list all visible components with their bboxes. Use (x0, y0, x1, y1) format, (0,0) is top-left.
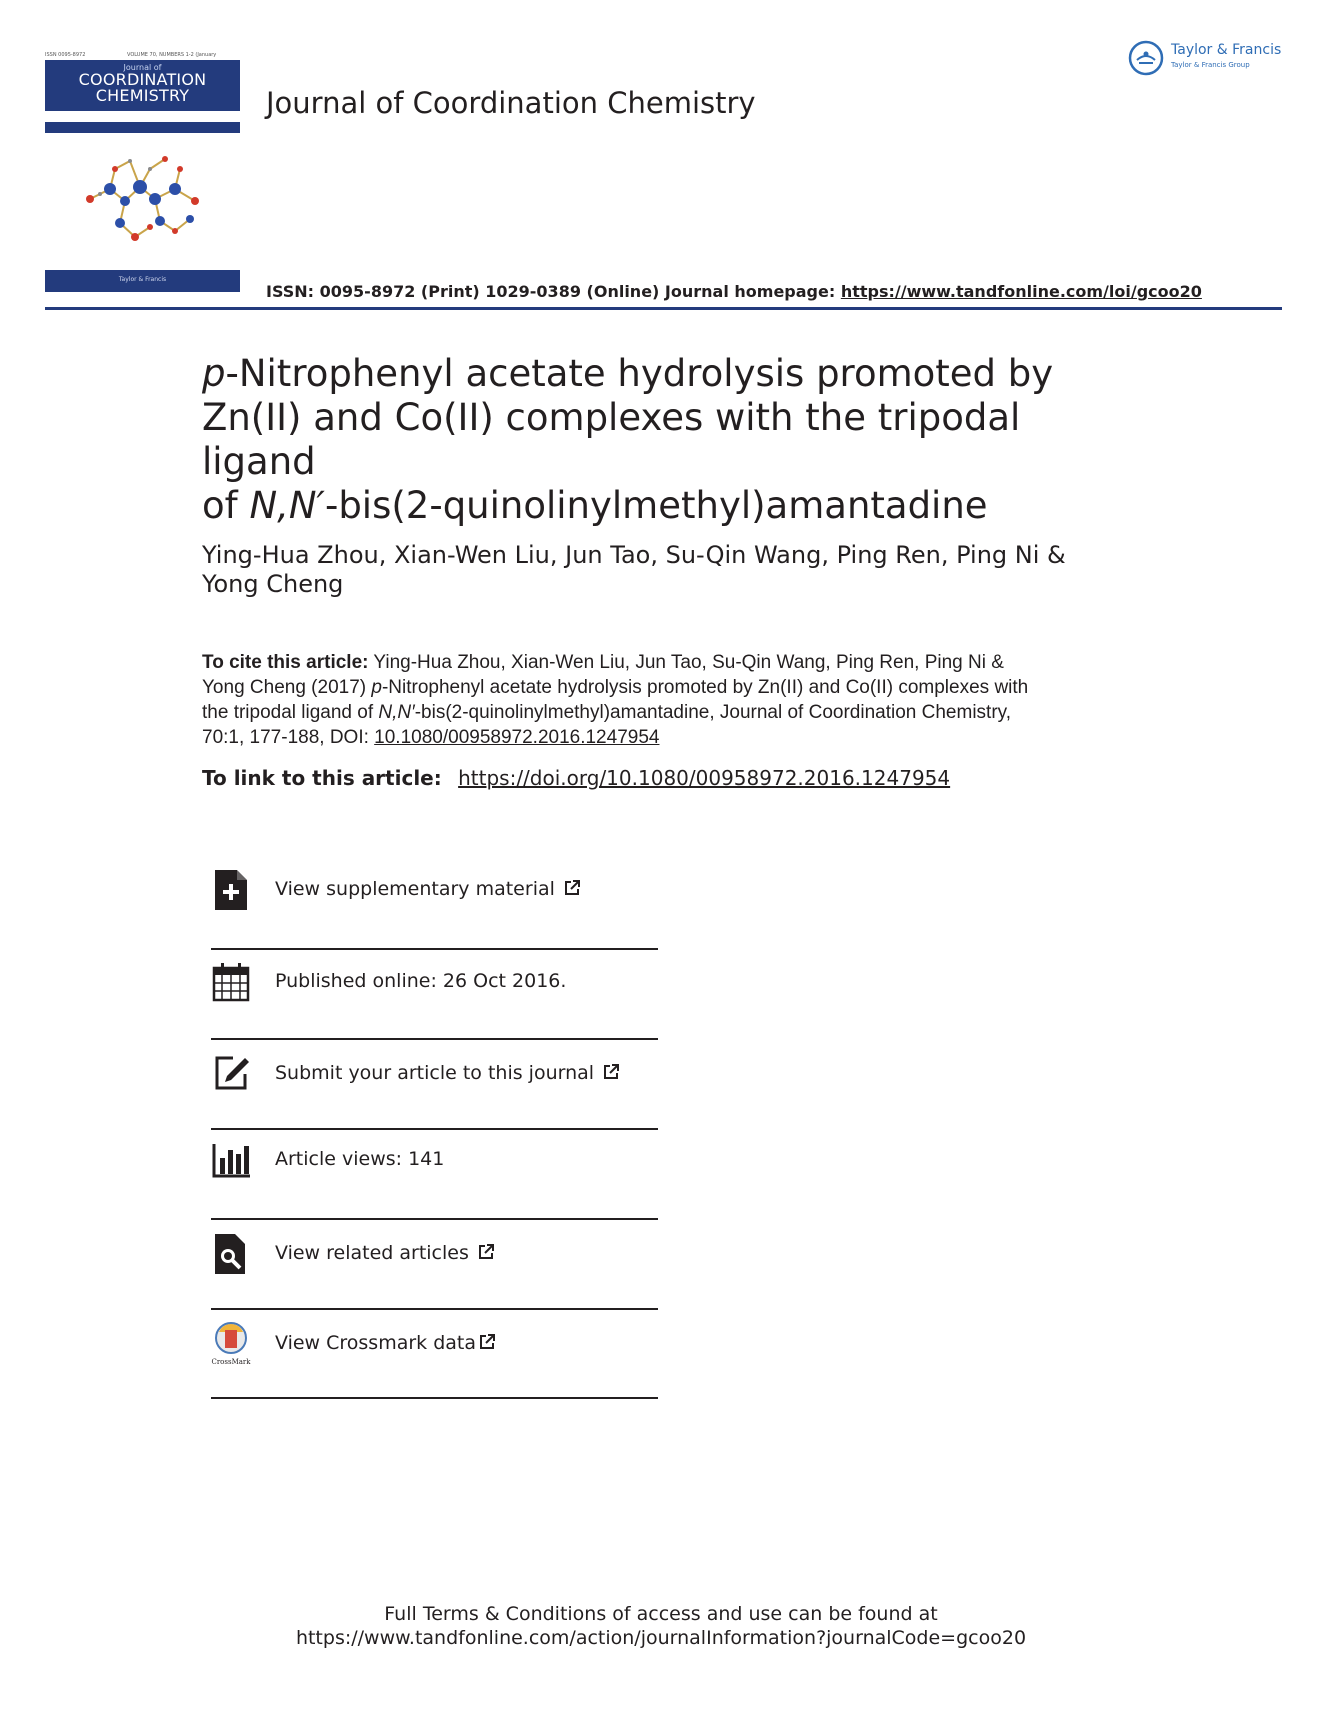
external-link-icon (602, 1063, 620, 1081)
search-document-icon (211, 1232, 251, 1276)
published-label: Published online: 26 Oct 2016. (275, 970, 567, 992)
published-online (211, 960, 658, 1048)
article-link-row (202, 766, 950, 790)
citation-block (202, 650, 1122, 750)
external-link-icon (563, 879, 581, 897)
taylor-francis-logo-icon (1128, 40, 1164, 76)
related-label (275, 1242, 495, 1264)
citation-line-1-text: Ying-Hua Zhou, Xian-Wen Liu, Jun Tao, Su-Qin Wang, Ping Ren, Ping Ni & (368, 652, 1004, 673)
cover-strip (45, 122, 240, 133)
citation-line-3-pre: the tripodal ligand of (202, 702, 379, 723)
article-doi-link[interactable]: https://doi.org/10.1080/00958972.2016.1247954 (458, 766, 951, 790)
citation-doi-link[interactable]: 10.1080/00958972.2016.1247954 (374, 727, 660, 748)
citation-line-4-pre: 70:1, 177-188, DOI: (202, 727, 375, 748)
journal-name: Journal of Coordination Chemistry (266, 86, 756, 120)
footer-terms-link[interactable]: https://www.tandfonline.com/action/journalInformation?journalCode=gcoo20 (295, 1627, 1027, 1649)
authors (202, 541, 1102, 599)
cover-title-line1: COORDINATION (78, 70, 207, 89)
citation-line-1 (202, 650, 1122, 675)
cover-publisher: Taylor & Francis (118, 276, 167, 283)
publisher-group: Taylor & Francis Group (1171, 61, 1250, 69)
article-views (211, 1138, 658, 1226)
header-rule (45, 307, 1282, 310)
divider (211, 1128, 658, 1130)
title-italic-p: p (202, 352, 226, 395)
citation-line-3-text: -bis(2-quinolinylmethyl)amantadine, Journal of Coordination Chemistry, (414, 702, 1012, 723)
supplementary-text: View supplementary material (275, 878, 555, 900)
related-text: View related articles (275, 1242, 469, 1264)
calendar-icon (211, 960, 251, 1004)
cover-top-line (45, 51, 240, 60)
journal-cover (45, 51, 240, 292)
crossmark-label (275, 1332, 496, 1354)
article-title (202, 352, 1132, 528)
authors-line-2: Yong Cheng (202, 570, 344, 598)
title-line-3 (202, 484, 1132, 528)
citation-line-2-pre: Yong Cheng (2017) (202, 677, 372, 698)
title-line-1 (202, 352, 1132, 396)
title-line-2: Zn(II) and Co(II) complexes with the tripodal ligand (202, 396, 1021, 483)
citation-label: To cite this article: (202, 652, 369, 673)
divider (211, 1397, 658, 1399)
views-label: Article views: 141 (275, 1148, 445, 1170)
file-plus-icon (211, 868, 251, 912)
citation-line-4 (202, 725, 1122, 750)
supplementary-label (275, 878, 581, 900)
cover-title (45, 72, 240, 104)
submit-article-link[interactable] (211, 1052, 658, 1140)
bar-chart-icon (211, 1138, 251, 1182)
title-italic-nn: N,N′ (249, 484, 325, 527)
citation-italic-nn: N,N′ (378, 702, 415, 723)
citation-line-3 (202, 700, 1122, 725)
external-link-icon (477, 1243, 495, 1261)
submit-label (275, 1062, 620, 1084)
external-link-icon (478, 1333, 496, 1351)
submit-text: Submit your article to this journal (275, 1062, 595, 1084)
edit-icon (211, 1052, 251, 1096)
journal-homepage-link[interactable]: https://www.tandfonline.com/loi/gcoo20 (840, 282, 1202, 301)
publisher-name: Taylor & Francis (1171, 42, 1282, 58)
crossmark-icon (211, 1322, 251, 1366)
supplementary-material-link[interactable] (211, 868, 658, 956)
citation-line-2 (202, 675, 1122, 700)
title-line-3-text: -bis(2-quinolinylmethyl)amantadine (324, 484, 988, 527)
cover-journal-of: Journal of (123, 63, 162, 72)
crossmark-icon-text: CrossMark (211, 1358, 251, 1366)
footer (0, 1602, 1322, 1650)
citation-italic-p: p (371, 677, 382, 698)
divider (211, 1308, 658, 1310)
cover-volume: VOLUME 70, NUMBERS 1-2 (January (127, 52, 217, 58)
crossmark-text: View Crossmark data (275, 1332, 477, 1354)
divider (211, 1218, 658, 1220)
related-articles-link[interactable] (211, 1232, 658, 1320)
citation-line-2-text: -Nitrophenyl acetate hydrolysis promoted by Zn(II) and Co(II) complexes with (381, 677, 1029, 698)
divider (211, 1038, 658, 1040)
divider (211, 948, 658, 950)
authors-line-1: Ying-Hua Zhou, Xian-Wen Liu, Jun Tao, Su-Qin Wang, Ping Ren, Ping Ni & (202, 541, 1066, 569)
issn-line (266, 282, 1202, 301)
cover-issn: ISSN 0095-8972 (45, 52, 86, 58)
article-link-label: To link to this article: (202, 766, 442, 790)
footer-line-1: Full Terms & Conditions of access and use can be found at (384, 1603, 938, 1625)
issn-text: ISSN: 0095-8972 (Print) 1029-0389 (Online) Journal homepage: (266, 282, 841, 301)
title-line-3-pre: of (202, 484, 250, 527)
cover-title-line2: CHEMISTRY (95, 86, 190, 105)
title-line-1-text: -Nitrophenyl acetate hydrolysis promoted by (225, 352, 1054, 395)
molecule-illustration (80, 139, 205, 259)
